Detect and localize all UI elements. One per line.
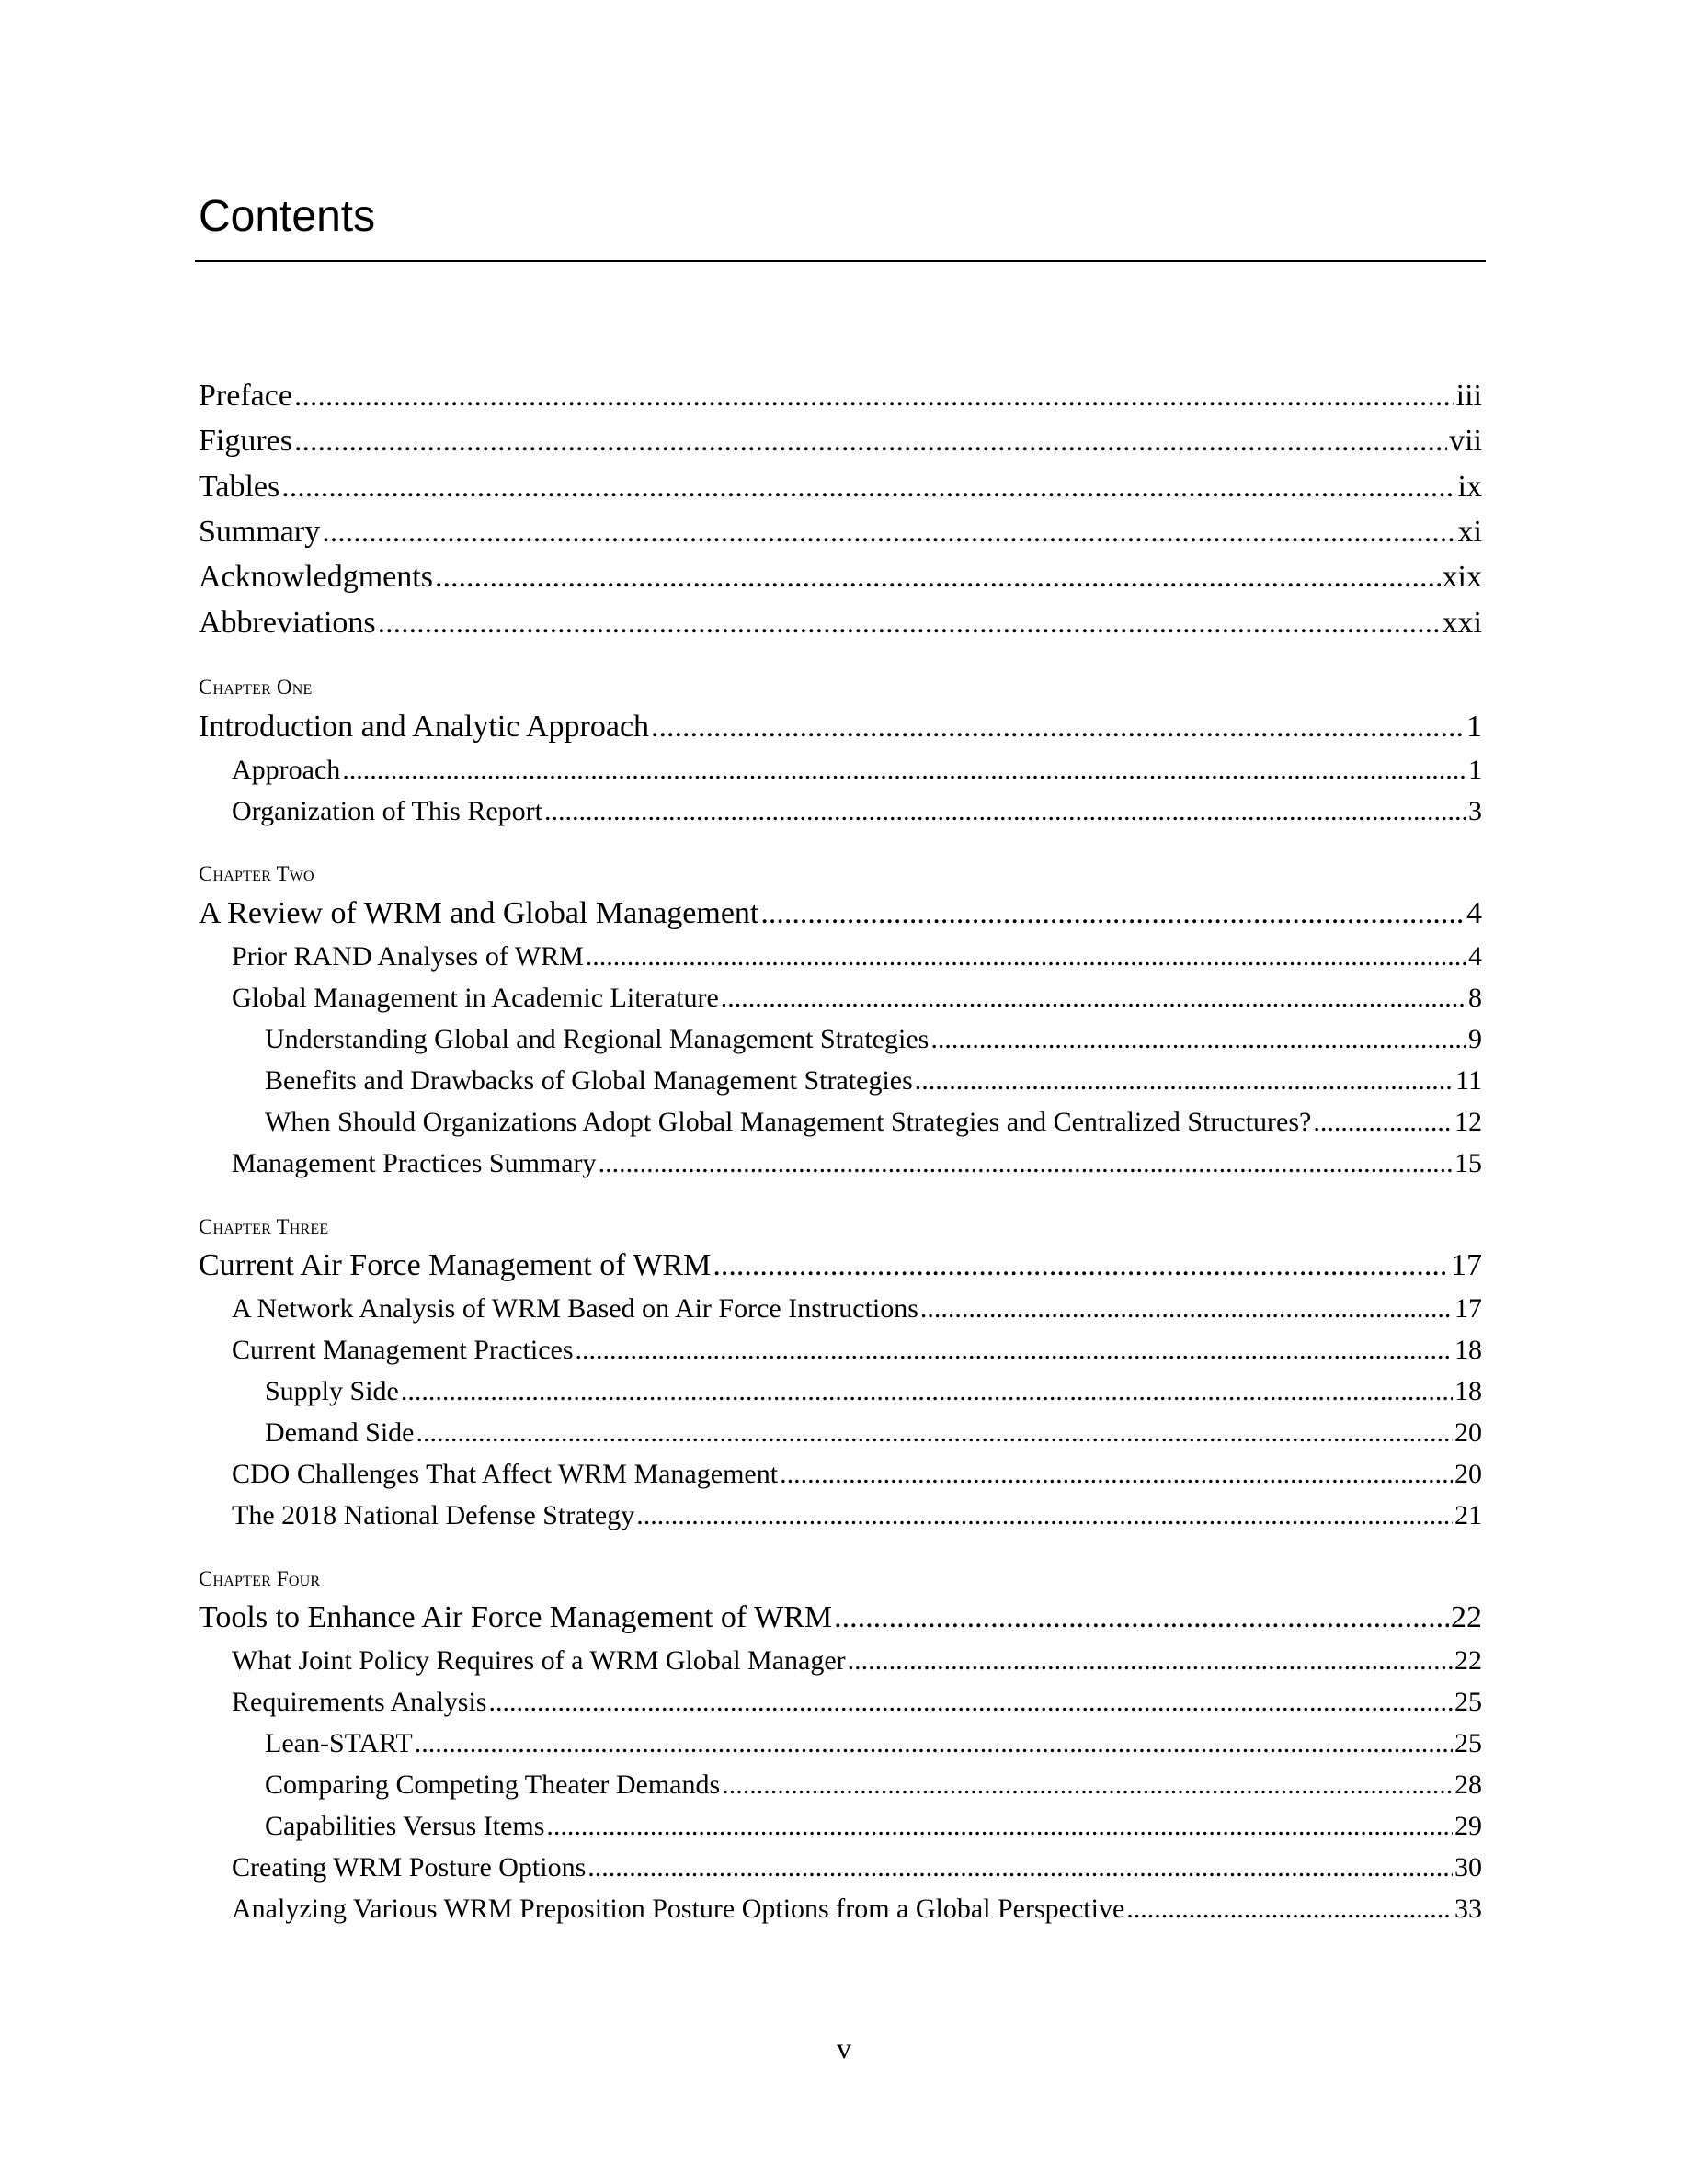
toc-entry-page: 30 <box>1454 1852 1482 1883</box>
toc-chapter-title[interactable] <box>199 893 1482 934</box>
toc-entry-label: Figures <box>199 424 292 458</box>
dot-leader <box>576 1332 1453 1369</box>
dot-leader <box>294 376 1454 416</box>
toc-entry-label: Abbreviations <box>199 606 376 640</box>
toc-entry-label: Benefits and Drawbacks of Global Management Strategies <box>265 1065 913 1096</box>
dot-leader <box>544 793 1466 830</box>
toc-entry-label: Management Practices Summary <box>232 1148 597 1178</box>
page-number: v <box>837 2031 851 2065</box>
toc-entry-page: 18 <box>1454 1335 1482 1365</box>
toc-entry-label: What Joint Policy Requires of a WRM Global Manager <box>232 1645 846 1676</box>
toc-subsection[interactable] <box>265 1063 1482 1099</box>
toc-entry-page: 28 <box>1454 1769 1482 1800</box>
toc-entry-page: 3 <box>1468 796 1482 826</box>
dot-leader <box>415 1725 1453 1762</box>
dot-leader <box>587 1849 1453 1886</box>
toc-entry-page: 4 <box>1468 941 1482 972</box>
toc-entry-label: Organization of This Report <box>232 796 542 826</box>
toc-entry-preface[interactable] <box>199 376 1482 416</box>
toc-entry-page: 22 <box>1454 1645 1482 1676</box>
toc-entry-page: 25 <box>1454 1687 1482 1717</box>
toc-section[interactable] <box>232 1891 1482 1928</box>
toc-section[interactable] <box>232 793 1482 830</box>
toc-entry-page: 1 <box>1468 755 1482 785</box>
toc-entry-label: Summary <box>199 515 321 549</box>
dot-leader <box>1313 1104 1453 1141</box>
toc-section[interactable] <box>232 1497 1482 1534</box>
toc-entry-page: vii <box>1449 424 1482 458</box>
toc-subsection[interactable] <box>265 1021 1482 1058</box>
chapter-label: Chapter Four <box>199 1567 321 1590</box>
dot-leader <box>722 1767 1453 1803</box>
toc-entry-label: Tools to Enhance Air Force Management of WRM <box>199 1600 833 1634</box>
toc-entry-page: 29 <box>1454 1811 1482 1841</box>
toc-section[interactable] <box>232 1145 1482 1182</box>
toc-entry-label: Capabilities Versus Items <box>265 1811 545 1841</box>
toc-entry-label: When Should Organizations Adopt Global Management Strategies and Centralized Structures? <box>265 1107 1312 1137</box>
dot-leader <box>342 752 1466 789</box>
toc-section[interactable] <box>232 1456 1482 1493</box>
toc-entry-page: 22 <box>1451 1600 1482 1634</box>
toc-section[interactable] <box>232 1643 1482 1679</box>
toc-entry-label: Global Management in Academic Literature <box>232 983 719 1013</box>
toc-subsection[interactable] <box>265 1415 1482 1451</box>
dot-leader <box>416 1415 1453 1451</box>
dot-leader <box>586 938 1466 975</box>
toc-entry-page: 17 <box>1451 1248 1482 1282</box>
toc-entry-page: xi <box>1457 515 1482 549</box>
toc-entry-label: CDO Challenges That Affect WRM Management <box>232 1459 779 1489</box>
toc-entry-label: Prior RAND Analyses of WRM <box>232 941 584 972</box>
dot-leader <box>713 1246 1449 1286</box>
dot-leader <box>721 980 1466 1017</box>
toc-entry-label: A Review of WRM and Global Management <box>199 896 759 930</box>
chapter-label: Chapter Two <box>199 862 314 885</box>
dot-leader <box>546 1808 1453 1845</box>
title-rule <box>195 260 1486 262</box>
dot-leader <box>401 1373 1453 1410</box>
toc-entry-page: 4 <box>1466 896 1482 930</box>
dot-leader <box>848 1643 1453 1679</box>
toc-entry-page: 15 <box>1454 1148 1482 1178</box>
toc-subsection[interactable] <box>265 1808 1482 1845</box>
toc-entry-label: The 2018 National Defense Strategy <box>232 1500 635 1530</box>
dot-leader <box>322 512 1455 552</box>
dot-leader <box>281 467 1455 507</box>
toc-entry-page: 12 <box>1454 1107 1482 1137</box>
toc-entry-tables[interactable] <box>199 467 1482 507</box>
toc-entry-page: 9 <box>1468 1024 1482 1054</box>
toc-section[interactable] <box>232 1684 1482 1721</box>
toc-entry-label: Current Air Force Management of WRM <box>199 1248 712 1282</box>
toc-entry-page: ix <box>1457 470 1482 504</box>
toc-entry-label: Creating WRM Posture Options <box>232 1852 587 1883</box>
chapter-label: Chapter One <box>199 676 313 699</box>
dot-leader <box>915 1063 1454 1099</box>
toc-entry-page: 17 <box>1454 1293 1482 1324</box>
toc-subsection[interactable] <box>265 1373 1482 1410</box>
toc-entry-page: 18 <box>1454 1376 1482 1406</box>
dot-leader <box>780 1456 1453 1493</box>
toc-section[interactable] <box>232 1849 1482 1886</box>
dot-leader <box>920 1291 1453 1327</box>
toc-entry-label: Analyzing Various WRM Preposition Posture Options from a Global Perspective <box>232 1894 1125 1924</box>
toc-entry-label: Requirements Analysis <box>232 1687 487 1717</box>
dot-leader <box>1126 1891 1453 1928</box>
toc-entry-page: 1 <box>1466 710 1482 744</box>
toc-entry-page: xxi <box>1442 606 1482 640</box>
toc-entry-label: Introduction and Analytic Approach <box>199 710 650 744</box>
toc-chapter-title[interactable] <box>199 1246 1482 1286</box>
toc-entry-page: 33 <box>1454 1894 1482 1924</box>
toc-section[interactable] <box>232 1332 1482 1369</box>
toc-entry-page: xix <box>1442 560 1482 594</box>
toc-entry-label: Understanding Global and Regional Management Strategies <box>265 1024 930 1054</box>
dot-leader <box>488 1684 1453 1721</box>
toc-chapter-title[interactable] <box>199 707 1482 747</box>
dot-leader <box>636 1497 1453 1534</box>
toc-entry-figures[interactable] <box>199 421 1482 461</box>
toc-entry-page: iii <box>1455 379 1482 413</box>
toc-subsection[interactable] <box>265 1725 1482 1762</box>
toc-entry-summary[interactable] <box>199 512 1482 552</box>
toc-entry-page: 25 <box>1454 1728 1482 1758</box>
toc-entry-label: Demand Side <box>265 1417 415 1448</box>
toc-entry-label: A Network Analysis of WRM Based on Air Force Instructions <box>232 1293 918 1324</box>
toc-entry-label: Current Management Practices <box>232 1335 574 1365</box>
dot-leader <box>651 707 1465 747</box>
toc-entry-page: 20 <box>1454 1417 1482 1448</box>
toc-entry-label: Acknowledgments <box>199 560 433 594</box>
toc-chapter-title[interactable] <box>199 1598 1482 1638</box>
toc-entry-label: Tables <box>199 470 280 504</box>
toc-entry-page: 8 <box>1468 983 1482 1013</box>
toc-entry-label: Approach <box>232 755 341 785</box>
toc-section[interactable] <box>232 980 1482 1017</box>
toc-entry-abbreviations[interactable] <box>199 603 1482 643</box>
toc-entry-label: Comparing Competing Theater Demands <box>265 1769 721 1800</box>
dot-leader <box>760 893 1465 934</box>
toc-section[interactable] <box>232 938 1482 975</box>
dot-leader <box>378 603 1441 643</box>
chapter-label: Chapter Three <box>199 1215 329 1238</box>
toc-entry-label: Lean-START <box>265 1728 413 1758</box>
toc-subsection[interactable] <box>265 1767 1482 1803</box>
page-title: Contents <box>199 192 376 241</box>
toc-entry-label: Supply Side <box>265 1376 399 1406</box>
toc-entry-acknowledgments[interactable] <box>199 557 1482 597</box>
toc-entry-page: 21 <box>1454 1500 1482 1530</box>
toc-subsection[interactable] <box>265 1104 1482 1141</box>
toc-entry-label: Preface <box>199 379 292 413</box>
dot-leader <box>834 1598 1449 1638</box>
dot-leader <box>435 557 1441 597</box>
dot-leader <box>599 1145 1453 1182</box>
toc-entry-page: 11 <box>1455 1065 1482 1096</box>
toc-entry-page: 20 <box>1454 1459 1482 1489</box>
toc-section[interactable] <box>232 752 1482 789</box>
dot-leader <box>294 421 1447 461</box>
dot-leader <box>930 1021 1466 1058</box>
toc-section[interactable] <box>232 1291 1482 1327</box>
